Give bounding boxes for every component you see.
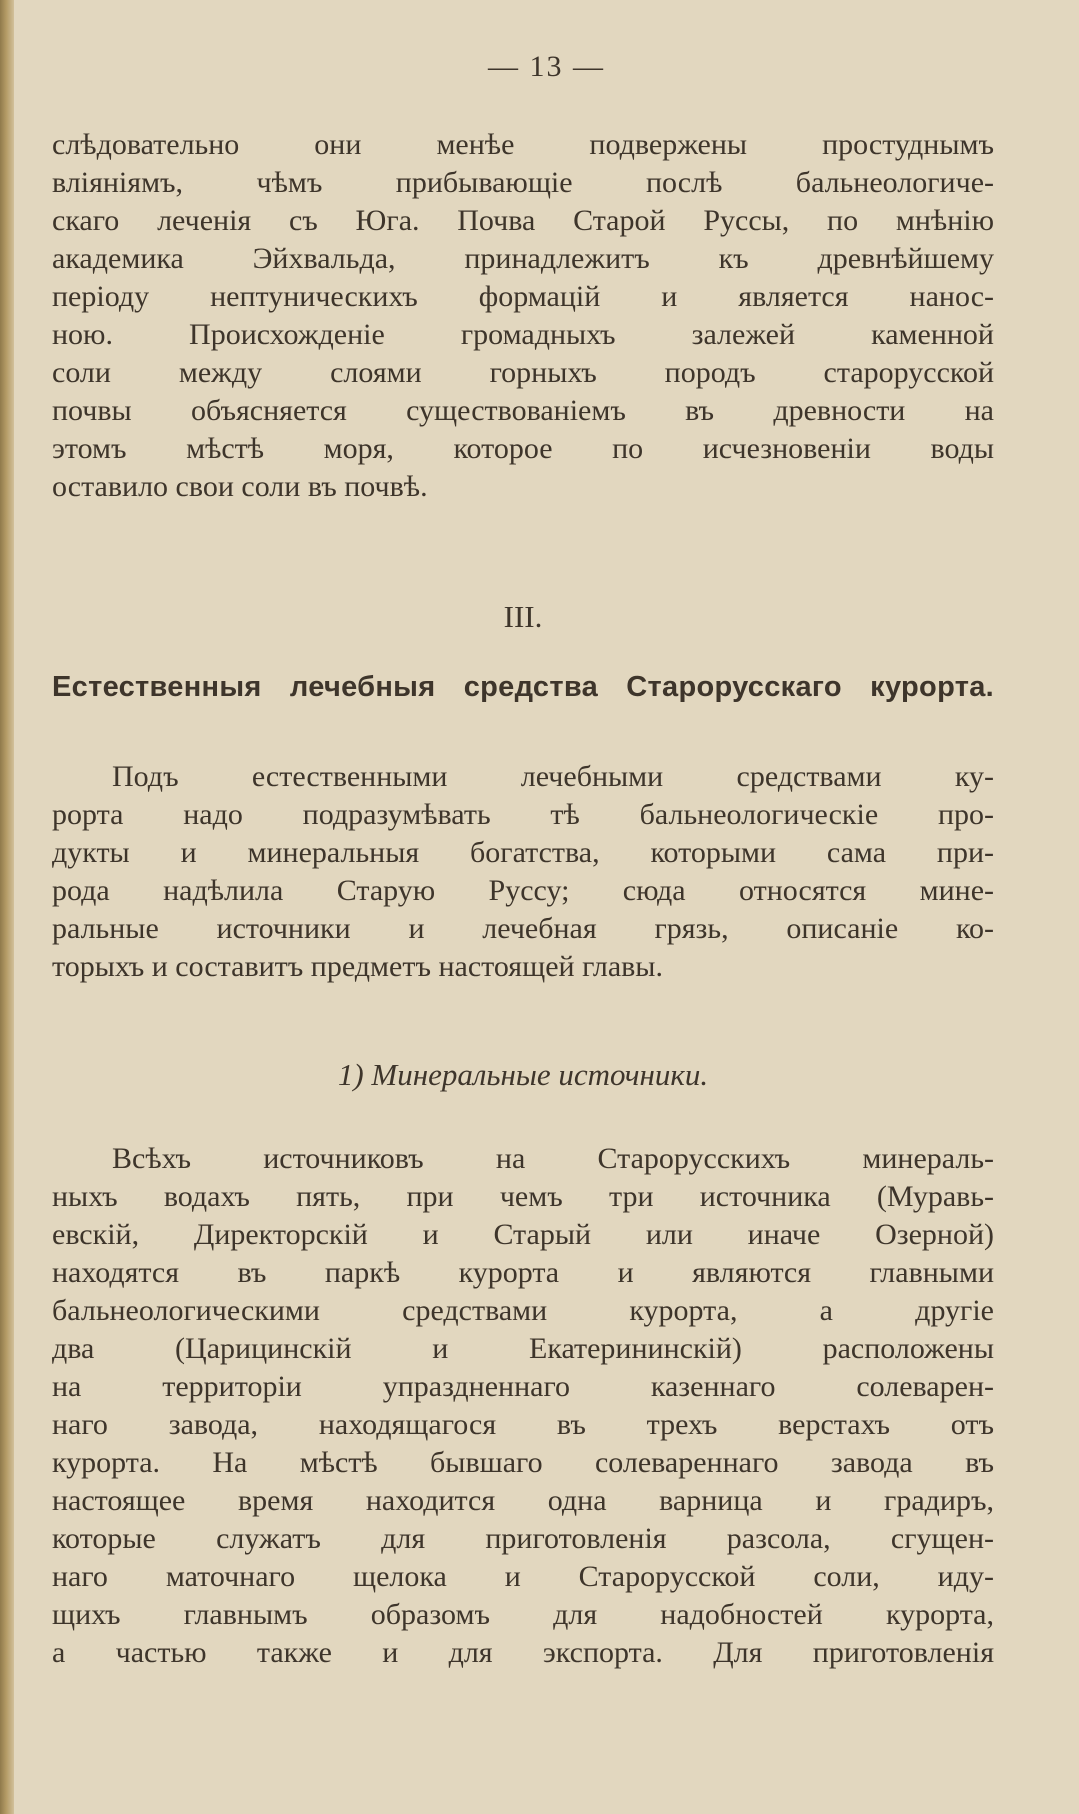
text-line: этомъ мѣстѣ моря, которое по исчезновеніи воды [52, 432, 994, 465]
text-line: періоду нептуническихъ формацій и является нанос- [52, 280, 994, 313]
text-line: торыхъ и составитъ предметъ настоящей главы. [52, 950, 663, 983]
page-content [52, 126, 994, 1672]
text-line: ною. Происхожденіе громадныхъ залежей каменной [52, 318, 994, 351]
text-line: которые служатъ для приготовленія разсола, сгущен- [52, 1522, 994, 1555]
section-number: III. [503, 599, 543, 634]
text-line: почвы объясняется существованіемъ въ древности на [52, 394, 994, 427]
text-line: дукты и минеральныя богатства, которыми сама при- [52, 836, 994, 869]
book-spine-edge [0, 0, 14, 1814]
text-line: соли между слоями горныхъ породъ старорусской [52, 356, 994, 389]
text-line: два (Царицинскій и Екатерининскій) расположены [52, 1332, 994, 1365]
text-line: Подъ естественными лечебными средствами ку- [112, 760, 994, 793]
text-line: рорта надо подразумѣвать тѣ бальнеологическіе про- [52, 798, 994, 831]
section-heading: Естественныя лечебныя средства Старорусскаго курорта. [52, 671, 994, 703]
text-line: рода надѣлила Старую Руссу; сюда относятся мине- [52, 874, 994, 907]
text-line: на территоріи упраздненнаго казеннаго солеварен- [52, 1370, 994, 1403]
text-line: оставило свои соли въ почвѣ. [52, 470, 428, 503]
text-line: курорта. На мѣстѣ бывшаго солевареннаго завода въ [52, 1446, 994, 1479]
page-number: — 13 — [488, 50, 605, 83]
text-line: щихъ главнымъ образомъ для надобностей курорта, [52, 1598, 994, 1631]
text-line: наго завода, находящагося въ трехъ верстахъ отъ [52, 1408, 994, 1441]
text-line: а частью также и для экспорта. Для приготовленія [52, 1636, 994, 1669]
intro-paragraph [52, 126, 994, 506]
text-line: слѣдовательно они менѣе подвержены простуднымъ [52, 128, 994, 161]
text-line: бальнеологическими средствами курорта, а другіе [52, 1294, 994, 1327]
text-line: настоящее время находится одна варница и градиръ, [52, 1484, 994, 1517]
text-line: ральные источники и лечебная грязь, описаніе ко- [52, 912, 994, 945]
section-intro-paragraph [52, 758, 994, 986]
text-line: евскій, Директорскій и Старый или иначе Озерной) [52, 1218, 994, 1251]
text-line: ныхъ водахъ пять, при чемъ три источника (Муравь- [52, 1180, 994, 1213]
text-line: наго маточнаго щелока и Старорусской соли, иду- [52, 1560, 994, 1593]
book-page [14, 0, 1079, 1814]
text-line: находятся въ паркѣ курорта и являются главными [52, 1256, 994, 1289]
text-line: академика Эйхвальда, принадлежитъ къ древнѣйшему [52, 242, 994, 275]
subsection-paragraph [52, 1140, 994, 1672]
subsection-heading: 1) Минеральные источники. [337, 1057, 709, 1092]
text-line: скаго леченія съ Юга. Почва Старой Руссы, по мнѣнію [52, 204, 994, 237]
text-line: вліяніямъ, чѣмъ прибывающіе послѣ бальнеологиче- [52, 166, 994, 199]
text-line: Всѣхъ источниковъ на Старорусскихъ минераль- [112, 1142, 994, 1175]
